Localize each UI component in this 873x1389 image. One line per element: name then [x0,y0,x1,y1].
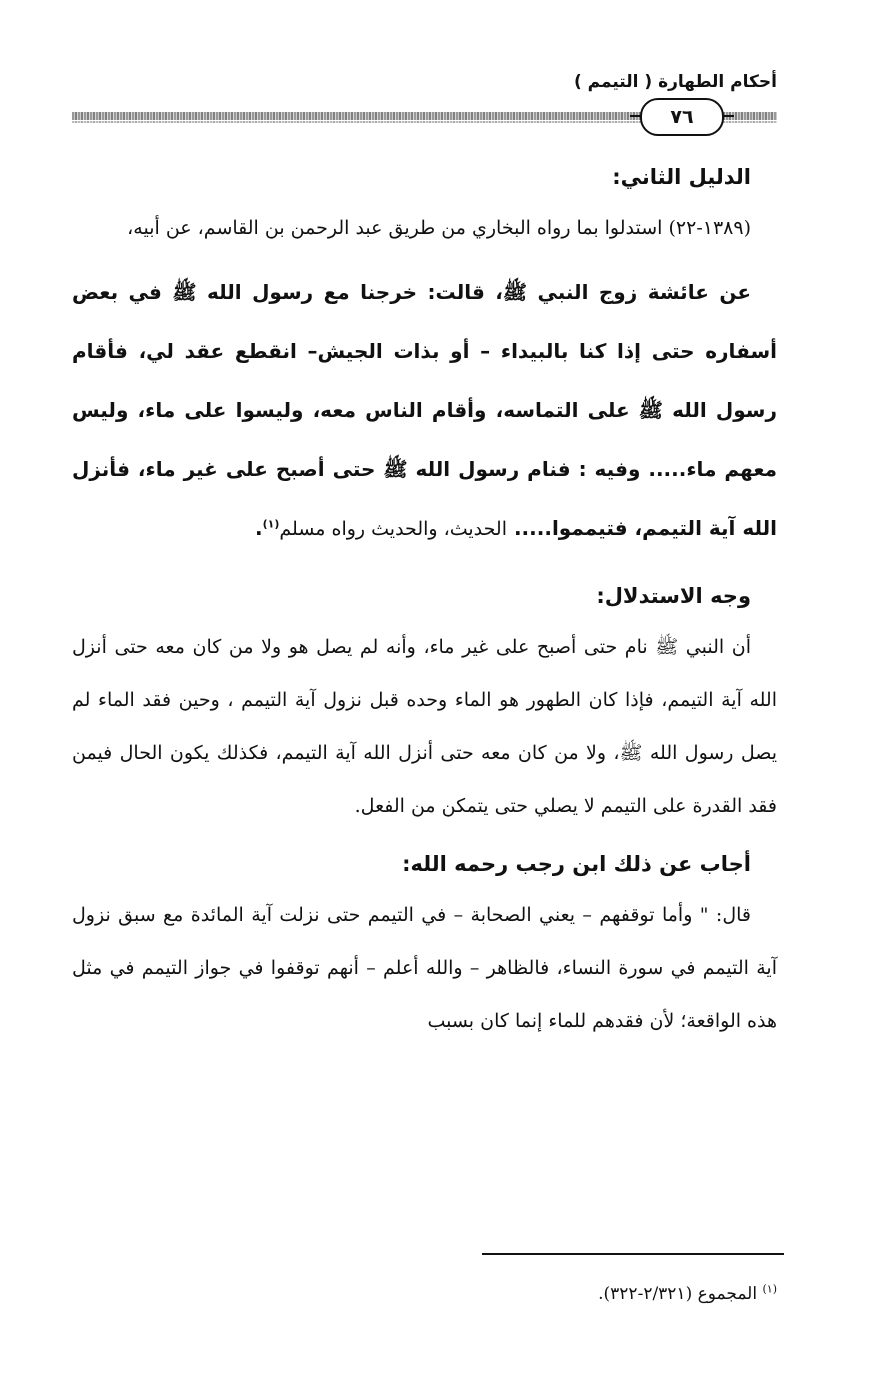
page-number: ٧٦ [640,98,724,136]
section-heading: الدليل الثاني: [612,165,751,189]
section-heading: أجاب عن ذلك ابن رجب رحمه الله: [402,852,751,876]
footnote-separator [482,1253,784,1255]
footnote-text: المجموع (٢/٣٢١-٣٢٢). [598,1284,758,1304]
section-heading: وجه الاستدلال: [596,584,751,608]
spacer [72,559,777,571]
footnote-reference[interactable]: (١) [262,517,280,531]
body-paragraph: أن النبي ﷺ نام حتى أصبح على غير ماء، وأنه لم يصل هو ولا من كان معه حتى أنزل الله آية التيمم، فإذا كان الطهور هو الماء وحده قبل نزول آية التيمم ، وحين فقد الماء لم يصل رسول الله ﷺ، ولا من كان معه حتى أنزل الله آية التيمم، فكذلك يكون الحال فيمن فقد القدرة على التيمم لا يصلي حتى يتمكن من الفعل. [72,636,777,817]
body-paragraph: (١٣٨٩-٢٢) استدلوا بما رواه البخاري من طريق عبد الرحمن بن القاسم، عن أبيه، [127,217,751,239]
body-paragraph: قال: " وأما توقفهم – يعني الصحابة – في التيمم حتى نزلت آية المائدة مع سبق نزول آية التيمم في سورة النساء، فالظاهر – والله أعلم – أنهم توقفوا في جواز التيمم في مثل هذه الواقعة؛ لأن فقدهم للماء إنما كان بسبب [72,904,777,1032]
page-body [72,152,777,1048]
running-header-title: أحكام الطهارة ( التيمم ) [573,72,777,92]
hadith-quote: عن عائشة زوج النبي ﷺ، قالت: خرجنا مع رسول الله ﷺ في بعض أسفاره حتى إذا كنا بالبيداء – أو بذات الجيش– انقطع عقد لي، فأقام رسول الله ﷺ على التماسه، وأقام الناس معه، وليسوا على ماء، وليس معهم ماء..... وفيه : فنام رسول الله ﷺ حتى أصبح على غير ماء، فأنزل الله آية التيمم، فتيمموا..... الحديث، والحديث رواه مسلم$^{(١)}$. [72,280,777,540]
footnote-marker: (١) [762,1282,777,1296]
hadith-quote-tail: الحديث، والحديث رواه مسلم [279,518,507,540]
hadith-quote-text: عن عائشة زوج النبي ﷺ، قالت: خرجنا مع رسول الله ﷺ في بعض أسفاره حتى إذا كنا بالبيداء – أو بذات الجيش– انقطع عقد لي، فأقام رسول الله ﷺ على التماسه، وأقام الناس معه، وليسوا على ماء، وليس معهم ماء..... وفيه : فنام رسول الله ﷺ حتى أصبح على غير ماء، فأنزل الله آية التيمم، فتيمموا..... [72,280,777,540]
footnote [598,1284,777,1304]
